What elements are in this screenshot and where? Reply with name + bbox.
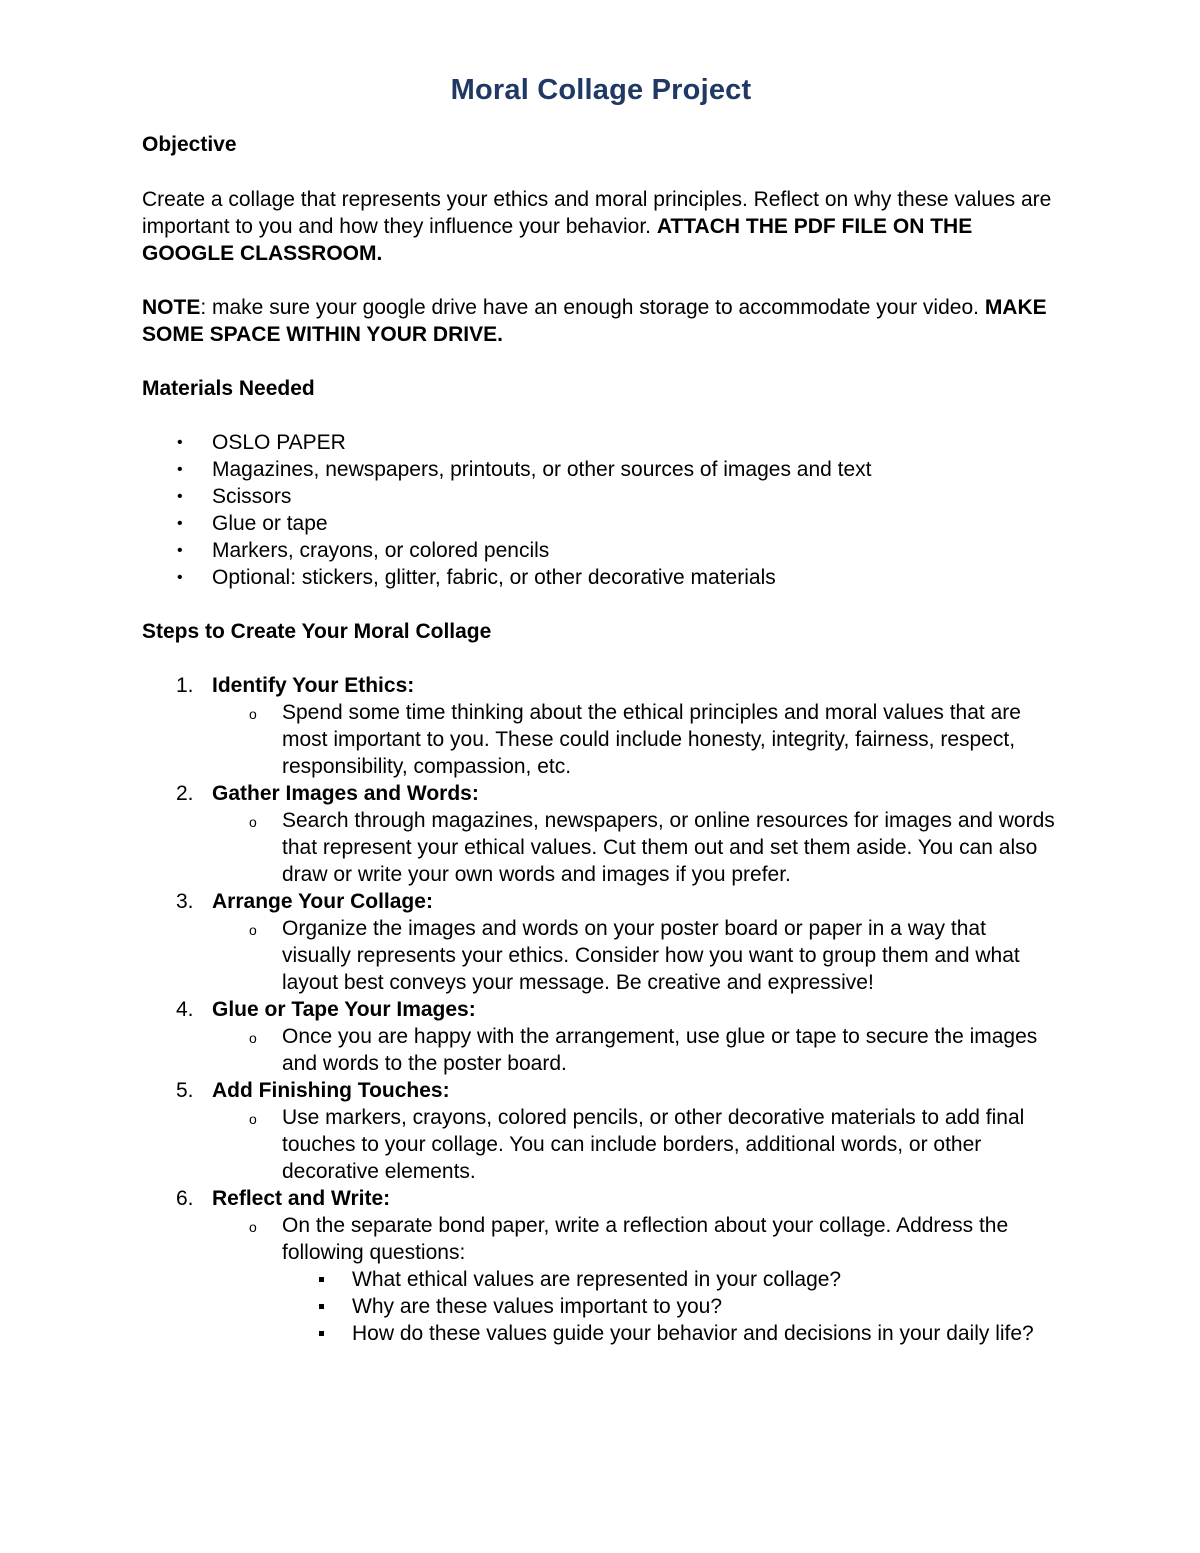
bullet-icon: • [177, 434, 183, 451]
question-text: How do these values guide your behavior and decisions in your daily life? [352, 1322, 1034, 1345]
step-detail-list [212, 807, 1060, 888]
list-item [177, 429, 1060, 456]
note-emphasis: MAKE SOME SPACE WITHIN YOUR DRIVE. [142, 296, 1047, 346]
note-label: NOTE [142, 296, 201, 319]
step-detail-text: Organize the images and words on your poster board or paper in a way that visually represents your ethics. Consider how you want to group them and what layout best conveys your message. Be creative and expressive! [282, 917, 1020, 994]
material-text: Glue or tape [212, 512, 328, 535]
material-text: Scissors [212, 485, 292, 508]
step-title: Identify Your Ethics: [212, 674, 415, 697]
question-text: Why are these values important to you? [352, 1295, 723, 1318]
step-detail-list [212, 1212, 1060, 1347]
step-detail-text: Search through magazines, newspapers, or online resources for images and words that represent your ethical values. Cut them out and set them aside. You can also draw or write your own words and images if you prefer. [282, 809, 1055, 886]
step-item [176, 780, 1060, 888]
bullet-icon: • [177, 515, 183, 532]
step-item [176, 672, 1060, 780]
bullet-icon: • [177, 488, 183, 505]
page-title: Moral Collage Project [450, 74, 752, 106]
circle-bullet-icon: o [249, 814, 257, 830]
step-title: Arrange Your Collage: [212, 890, 433, 913]
square-bullet-icon [319, 1304, 324, 1309]
step-title: Add Finishing Touches: [212, 1079, 450, 1102]
question-item [352, 1266, 1060, 1293]
step-detail-list [212, 1104, 1060, 1185]
step-number: 4. [176, 998, 194, 1021]
material-text: Markers, crayons, or colored pencils [212, 539, 550, 562]
square-bullet-icon [319, 1277, 324, 1282]
circle-bullet-icon: o [249, 706, 257, 722]
list-item [177, 564, 1060, 591]
bullet-icon: • [177, 542, 183, 559]
step-detail [249, 1212, 1060, 1347]
step-item [176, 1077, 1060, 1185]
material-text: Optional: stickers, glitter, fabric, or other decorative materials [212, 566, 776, 589]
steps-list [142, 672, 1060, 1347]
circle-bullet-icon: o [249, 922, 257, 938]
question-text: What ethical values are represented in your collage? [352, 1268, 842, 1291]
step-detail [249, 1023, 1060, 1077]
step-detail-list [212, 915, 1060, 996]
step-item [176, 888, 1060, 996]
step-title: Reflect and Write: [212, 1187, 391, 1210]
step-title: Glue or Tape Your Images: [212, 998, 476, 1021]
step-title: Gather Images and Words: [212, 782, 479, 805]
step-number: 5. [176, 1079, 194, 1102]
note-text: : make sure your google drive have an enough storage to accommodate your video. [200, 296, 985, 319]
step-detail [249, 915, 1060, 996]
objective-text: Create a collage that represents your ethics and moral principles. Reflect on why these values are important to you and how they influence your behavior. [142, 188, 1052, 238]
objective-heading: Objective [142, 133, 237, 156]
list-item [177, 510, 1060, 537]
list-item [177, 537, 1060, 564]
step-detail-text: Use markers, crayons, colored pencils, or other decorative materials to add final touches to your collage. You can include borders, additional words, or other decorative elements. [282, 1106, 1025, 1183]
bullet-icon: • [177, 569, 183, 586]
step-detail [249, 1104, 1060, 1185]
step-detail-text: On the separate bond paper, write a reflection about your collage. Address the following questions: [282, 1214, 1009, 1264]
note-paragraph [142, 294, 1060, 348]
circle-bullet-icon: o [249, 1111, 257, 1127]
step-number: 3. [176, 890, 194, 913]
step-detail-list [212, 1023, 1060, 1077]
objective-paragraph [142, 186, 1060, 267]
step-detail [249, 699, 1060, 780]
step-number: 1. [176, 674, 194, 697]
objective-emphasis: ATTACH THE PDF FILE ON THE GOOGLE CLASSROOM. [142, 215, 973, 265]
square-bullet-icon [319, 1331, 324, 1336]
step-detail-list [212, 699, 1060, 780]
materials-heading: Materials Needed [142, 377, 315, 400]
question-item [352, 1293, 1060, 1320]
step-detail [249, 807, 1060, 888]
steps-heading: Steps to Create Your Moral Collage [142, 620, 492, 643]
circle-bullet-icon: o [249, 1219, 257, 1235]
reflection-questions [282, 1266, 1060, 1347]
materials-list [142, 429, 1060, 591]
material-text: Magazines, newspapers, printouts, or other sources of images and text [212, 458, 872, 481]
question-item [352, 1320, 1060, 1347]
bullet-icon: • [177, 461, 183, 478]
step-detail-text: Spend some time thinking about the ethical principles and moral values that are most important to you. These could include honesty, integrity, fairness, respect, responsibility, compassion, etc. [282, 701, 1021, 778]
list-item [177, 483, 1060, 510]
step-item [176, 1185, 1060, 1347]
step-number: 6. [176, 1187, 194, 1210]
list-item [177, 456, 1060, 483]
step-number: 2. [176, 782, 194, 805]
material-text: OSLO PAPER [212, 431, 346, 454]
step-item [176, 996, 1060, 1077]
step-detail-text: Once you are happy with the arrangement, use glue or tape to secure the images and words to the poster board. [282, 1025, 1038, 1075]
circle-bullet-icon: o [249, 1030, 257, 1046]
